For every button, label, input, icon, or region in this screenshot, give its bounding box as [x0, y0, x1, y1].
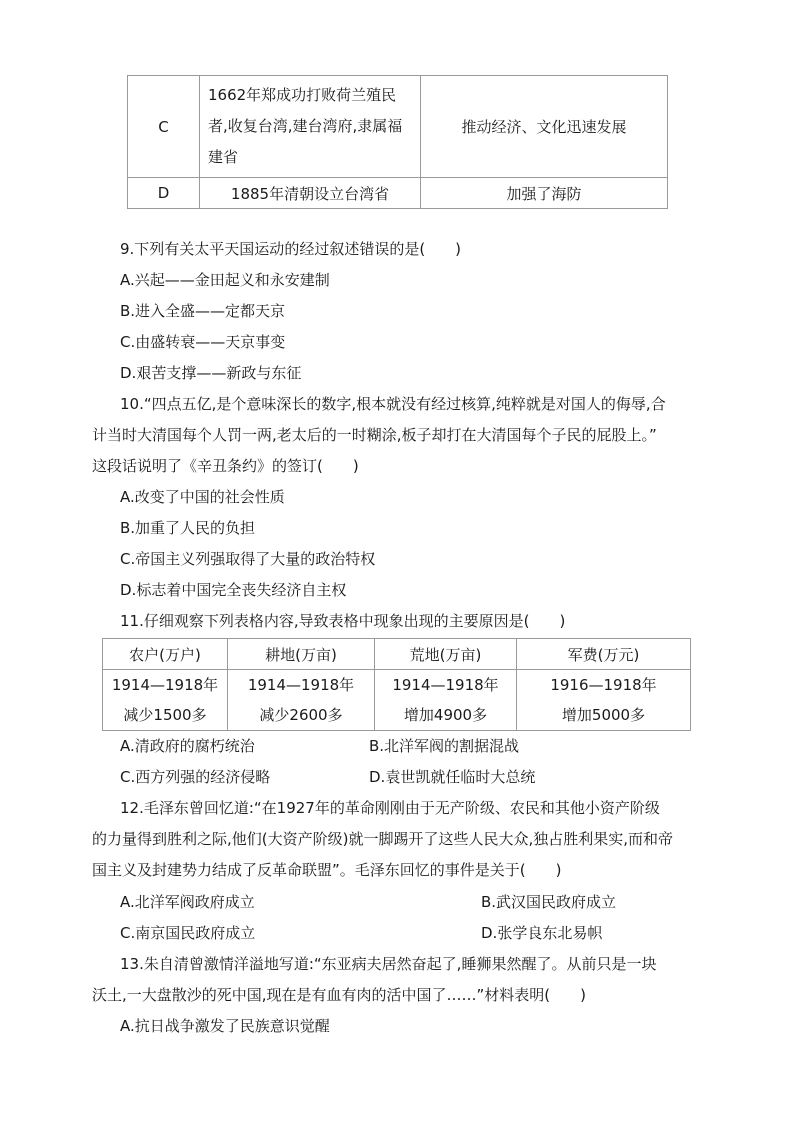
- cell-change: 减少2600多: [259, 706, 343, 724]
- question-10-stem-line-1: 10.“四点五亿,是个意味深长的数字,根本就没有经过核算,纯粹就是对国人的侮辱,合: [120, 395, 666, 413]
- question-12-stem-line-1: 12.毛泽东曾回忆道:“在1927年的革命刚刚由于无产阶级、农民和其他小资产阶级: [120, 799, 660, 817]
- question-10-option-a[interactable]: A.改变了中国的社会性质: [120, 488, 285, 506]
- table-cell: [517, 670, 691, 731]
- cell-period: 1916—1918年: [550, 676, 657, 694]
- cell-period: 1914—1918年: [247, 676, 355, 694]
- question-12-stem-line-2: 的力量得到胜利之际,他们(大资产阶级)就一脚踢开了这些人民大众,独占胜利果实,而和帝: [92, 830, 674, 848]
- question-13-stem-line-1: 13.朱自清曾激情洋溢地写道:“东亚病夫居然奋起了,睡狮果然醒了。从前只是一块: [120, 955, 657, 973]
- question-9-stem: 9.下列有关太平天国运动的经过叙述错误的是( ): [120, 240, 462, 258]
- row-effect: 推动经济、文化迅速发展: [421, 76, 668, 178]
- cell-change: 减少1500多: [123, 706, 207, 724]
- question-10-option-c[interactable]: C.帝国主义列强取得了大量的政治特权: [120, 550, 376, 568]
- table-cell: [103, 670, 228, 731]
- table-row: [103, 670, 691, 731]
- history-events-table: [127, 75, 668, 209]
- row-effect: 加强了海防: [421, 178, 668, 209]
- question-10-stem-line-3: 这段话说明了《辛丑条约》的签订( ): [92, 457, 359, 475]
- column-header-households: 农户(万户): [103, 639, 228, 670]
- cell-period: 1914—1918年: [111, 676, 219, 694]
- row-event: 1662年郑成功打败荷兰殖民者,收复台湾,建台湾府,隶属福建省: [200, 76, 421, 178]
- cell-change: 增加4900多: [403, 706, 488, 724]
- question-11-option-d[interactable]: D.袁世凯就任临时大总统: [369, 768, 536, 786]
- question-12-stem-line-3: 国主义及封建势力结成了反革命联盟”。毛泽东回忆的事件是关于( ): [92, 861, 562, 879]
- statistics-table: [102, 638, 691, 731]
- table-row: [128, 178, 668, 209]
- question-11-option-c[interactable]: C.西方列强的经济侵略: [120, 768, 271, 786]
- question-12-option-b[interactable]: B.武汉国民政府成立: [481, 893, 617, 911]
- question-10-stem-line-2: 计当时大清国每个人罚一两,老太后的一时糊涂,板子却打在大清国每个子民的屁股上。”: [92, 426, 657, 444]
- table-cell: [375, 670, 517, 731]
- question-10-option-d[interactable]: D.标志着中国完全丧失经济自主权: [120, 581, 347, 599]
- question-9-option-d[interactable]: D.艰苦支撑——新政与东征: [120, 364, 302, 382]
- row-event: 1885年清朝设立台湾省: [200, 178, 421, 209]
- column-header-wasteland: 荒地(万亩): [375, 639, 517, 670]
- question-12-option-a[interactable]: A.北洋军阀政府成立: [120, 893, 255, 911]
- table-row: [128, 76, 668, 178]
- question-13-option-a[interactable]: A.抗日战争激发了民族意识觉醒: [120, 1017, 330, 1035]
- question-9-option-c[interactable]: C.由盛转衰——天京事变: [120, 333, 286, 351]
- question-12-option-d[interactable]: D.张学良东北易帜: [481, 924, 603, 942]
- question-9-option-a[interactable]: A.兴起——金田起义和永安建制: [120, 271, 330, 289]
- row-label: D: [128, 178, 200, 209]
- cell-period: 1914—1918年: [392, 676, 499, 694]
- row-label: C: [128, 76, 200, 178]
- column-header-farmland: 耕地(万亩): [228, 639, 375, 670]
- question-13-stem-line-2: 沃土,一大盘散沙的死中国,现在是有血有肉的活中国了……”材料表明( ): [92, 986, 587, 1004]
- question-11-option-a[interactable]: A.清政府的腐朽统治: [120, 737, 255, 755]
- cell-change: 增加5000多: [561, 706, 646, 724]
- table-header-row: [103, 639, 691, 670]
- question-10-option-b[interactable]: B.加重了人民的负担: [120, 519, 256, 537]
- question-11-stem: 11.仔细观察下列表格内容,导致表格中现象出现的主要原因是( ): [120, 612, 566, 630]
- question-12-option-c[interactable]: C.南京国民政府成立: [120, 924, 256, 942]
- question-9-option-b[interactable]: B.进入全盛——定都天京: [120, 302, 286, 320]
- question-11-option-b[interactable]: B.北洋军阀的割据混战: [369, 737, 520, 755]
- column-header-military-spending: 军费(万元): [517, 639, 691, 670]
- table-cell: [228, 670, 375, 731]
